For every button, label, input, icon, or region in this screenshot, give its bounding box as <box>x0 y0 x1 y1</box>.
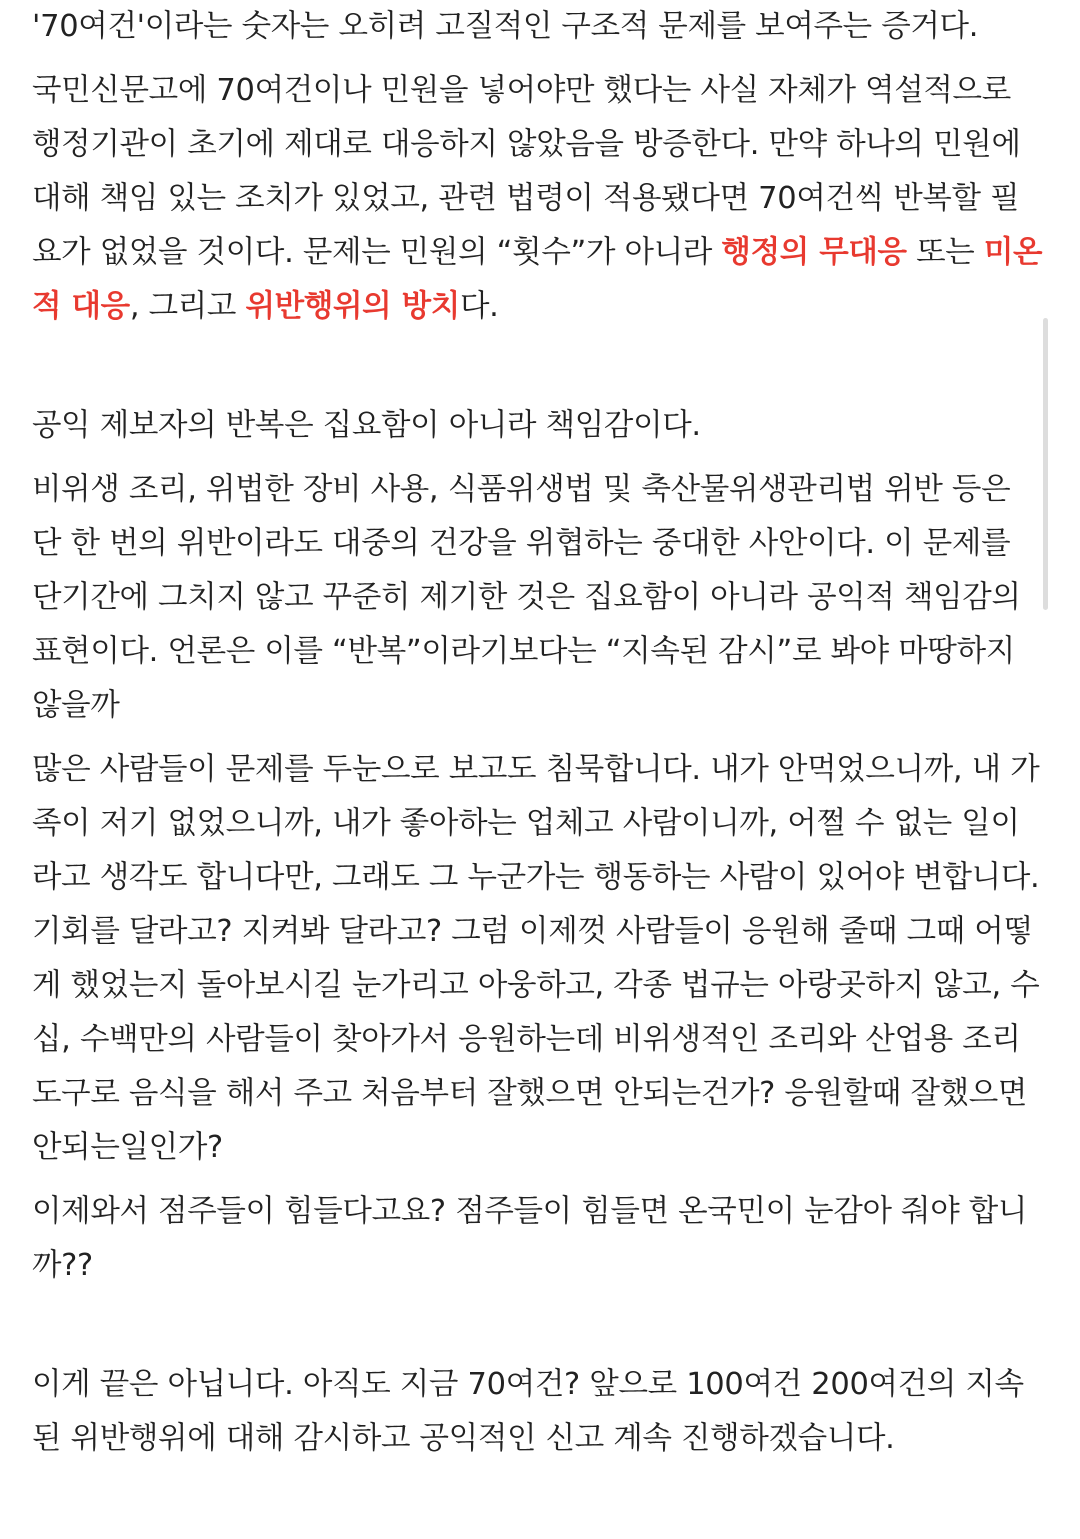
paragraph-intro: '70여건'이라는 숫자는 오히려 고질적인 구조적 문제를 보여주는 증거다. <box>32 9 979 44</box>
paragraph-whistleblower-heading: 공익 제보자의 반복은 집요함이 아니라 책임감이다. <box>32 408 701 443</box>
highlight-violation-neglect: 위반행위의 방치 <box>245 289 460 324</box>
paragraph-petition <box>32 64 1044 334</box>
highlight-administrative-inaction: 행정의 무대응 <box>721 235 907 270</box>
paragraph-silence: 많은 사람들이 문제를 두눈으로 보고도 침묵합니다. 내가 안먹었으니까, 내 가족이 저기 없었으니까, 내가 좋아하는 업체고 사람이니까, 어쩔 수 없는 일이라고 생각도 합니다만, 그래도 그 누군가는 행동하는 사람이 있어야 변합니다. 기회를 달라고? 지켜봐 달라고? 그럼 이제껏 사람들이 응원해 줄때 그때 어떻게 했었는지 돌아보시길 눈가리고 아웅하고, 각종 법규는 아랑곳하지 않고, 수십, 수백만의 사람들이 찾아가서 응원하는데 비위생적인 조리와 산업용 조리도구로 음식을 해서 주고 처음부터 잘했으면 안되는건가? 응원할때 잘했으면 안되는일인가? <box>32 752 1040 1165</box>
paragraph-conclusion: 이게 끝은 아닙니다. 아직도 지금 70여건? 앞으로 100여건 200여건의 지속된 위반행위에 대해 감시하고 공익적인 신고 계속 진행하겠습니다. <box>32 1367 1024 1456</box>
paragraph-owners: 이제와서 점주들이 힘들다고요? 점주들이 힘들면 온국민이 눈감아 줘야 합니까?? <box>32 1194 1028 1283</box>
paragraph-petition-text: 국민신문고에 70여건이나 민원을 넣어야만 했다는 사실 자체가 역설적으로 행정기관이 초기에 제대로 대응하지 않았음을 방증한다. 만약 하나의 민원에 대해 책임 있는 조치가 있었고, 관련 법령이 적용됐다면 70여건씩 반복할 필요가 없었을 것이다. 문제는 민원의 “횟수”가 아니라 <box>32 73 1021 270</box>
paragraph-petition-connector: , 그리고 <box>129 289 246 324</box>
paragraph-hygiene-violations: 비위생 조리, 위법한 장비 사용, 식품위생법 및 축산물위생관리법 위반 등은 단 한 번의 위반이라도 대중의 건강을 위협하는 중대한 사안이다. 이 문제를 단기간에 그치지 않고 꾸준히 제기한 것은 집요함이 아니라 공익적 책임감의 표현이다. 언론은 이를 “반복”이라기보다는 “지속된 감시”로 봐야 마땅하지 않을까 <box>32 472 1021 723</box>
paragraph-petition-ending: 다. <box>459 289 499 324</box>
paragraph-petition-connector: 또는 <box>906 235 984 270</box>
highlight-lukewarm-response: 미온적 대응 <box>32 235 1043 324</box>
article-body <box>32 0 1044 1466</box>
scrollbar-thumb[interactable] <box>1043 318 1048 610</box>
